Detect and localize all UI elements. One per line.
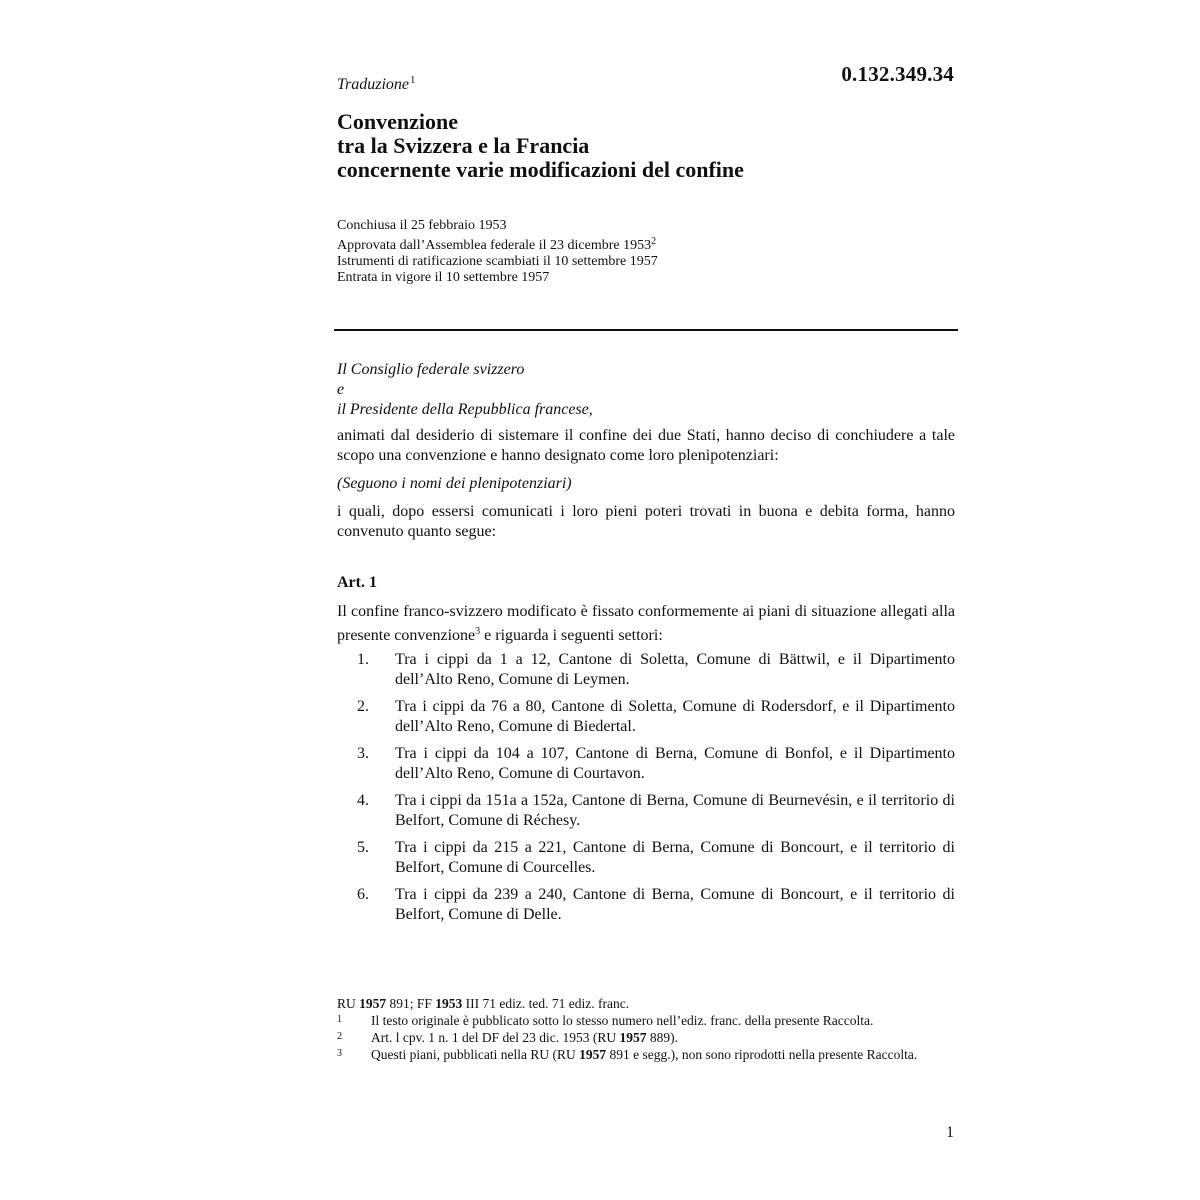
footnote-ref-3: 3 [475,626,481,637]
document-metadata [337,218,658,286]
list-item-number: 1. [357,651,369,668]
source-ru-year: 1957 [359,996,387,1011]
preamble-party-2: il Presidente della Repubblica francese, [337,401,593,418]
preamble-motive: animati dal desiderio di sistemare il confine dei due Stati, hanno deciso di conchiudere a tale scopo una convenzione e hanno designato come loro plenipotenziari: [337,427,955,464]
footnote-text: Il testo originale è pubblicato sotto lo stesso numero nell’ediz. franc. della presente Raccolta. [371,1013,874,1028]
source-ff-year: 1953 [435,996,463,1011]
footnote-text [371,1047,937,1063]
footnote-text-before: Art. l cpv. 1 n. 1 del DF del 23 dic. 1953 (RU [371,1030,620,1045]
footnote-text-before: Questi piani, pubblicati nella RU (RU [371,1047,580,1062]
footnote-ref-1: 1 [410,74,416,86]
document-number: 0.132.349.34 [841,62,954,86]
list-item-text: Tra i cippi da 76 a 80, Cantone di Soletta, Comune di Rodersdorf, e il Dipartimento dell’Alto Reno, Comune di Biedertal. [395,698,955,735]
preamble-names-note: (Seguono i nomi dei plenipotenziari) [337,475,572,492]
list-item-text: Tra i cippi da 151a a 152a, Cantone di Berna, Comune di Beurnevésin, e il territorio di Belfort, Comune di Réchesy. [395,792,955,829]
footnote-text-bold: 1957 [619,1030,647,1045]
list-item [337,838,955,878]
footnote-text-bold: 1957 [579,1047,607,1062]
footnote-number: 3 [337,1048,342,1059]
meta-ratification: Istrumenti di ratificazione scambiati il 10 settembre 1957 [337,254,658,269]
footnote-number: 2 [337,1031,342,1042]
footnotes [337,996,937,1063]
list-item [337,744,955,784]
meta-approved [337,234,658,254]
footnote-number: 1 [337,1014,342,1025]
title-line-3: concernente varie modificazioni del confine [337,157,744,182]
list-item [337,697,955,737]
list-item-number: 4. [357,792,369,809]
source-ff-rest: III 71 ediz. ted. 71 ediz. franc. [462,996,630,1011]
sector-list [337,650,955,925]
article-1-body [337,602,955,925]
translation-label [337,74,416,94]
footnote-text-after: 891 e segg.), non sono riprodotti nella presente Raccolta. [606,1047,918,1062]
article-1-heading: Art. 1 [337,574,377,591]
meta-concluded: Conchiusa il 25 febbraio 1953 [337,218,507,233]
source-ru-prefix: RU [337,996,360,1011]
list-item-text: Tra i cippi da 1 a 12, Cantone di Soletta, Comune di Bättwil, e il Dipartimento dell’Alto Reno, Comune di Leymen. [395,651,955,688]
meta-approved-text: Approvata dall’Assemblea federale il 23 dicembre 1953 [337,238,652,253]
translation-text: Traduzione [337,76,410,93]
document-title [337,110,744,182]
list-item [337,885,955,925]
preamble-party-1: Il Consiglio federale svizzero [337,361,525,378]
preamble-agreement: i quali, dopo essersi comunicati i loro pieni poteri trovati in buona e debita forma, hanno convenuto quanto segue: [337,503,955,540]
article-1-intro-end: e riguarda i seguenti settori: [480,627,663,644]
list-item-text: Tra i cippi da 104 a 107, Cantone di Berna, Comune di Bonfol, e il Dipartimento dell’Alto Reno, Comune di Courtavon. [395,745,955,782]
footnote [337,1047,937,1063]
document-page [337,0,958,1200]
preamble [337,360,955,542]
list-item-number: 5. [357,839,369,856]
separator-rule [334,329,958,331]
footnote-ref-2: 2 [651,236,657,247]
list-item [337,650,955,690]
preamble-and: e [337,381,345,398]
list-item-text: Tra i cippi da 239 a 240, Cantone di Berna, Comune di Boncourt, e il territorio di Belfort, Comune di Delle. [395,886,955,923]
list-item-number: 6. [357,886,369,903]
list-item-number: 2. [357,698,369,715]
meta-in-force: Entrata in vigore il 10 settembre 1957 [337,270,550,285]
title-line-1: Convenzione [337,109,458,134]
footnote [337,1030,937,1046]
source-reference [337,996,937,1012]
list-item-text: Tra i cippi da 215 a 221, Cantone di Berna, Comune di Boncourt, e il territorio di Belfort, Comune di Courcelles. [395,839,955,876]
footnote-text [371,1030,937,1046]
page-number: 1 [946,1124,954,1141]
article-1-intro-text: Il confine franco-svizzero modificato è fissato conformemente ai piani di situazione allegati alla presente convenzione [337,603,955,644]
title-line-2: tra la Svizzera e la Francia [337,133,590,158]
footnote-text-after: 889). [646,1030,678,1045]
article-1-intro [337,602,955,646]
source-ru-page: 891; FF [386,996,436,1011]
footnote [337,1013,937,1029]
list-item-number: 3. [357,745,369,762]
list-item [337,791,955,831]
